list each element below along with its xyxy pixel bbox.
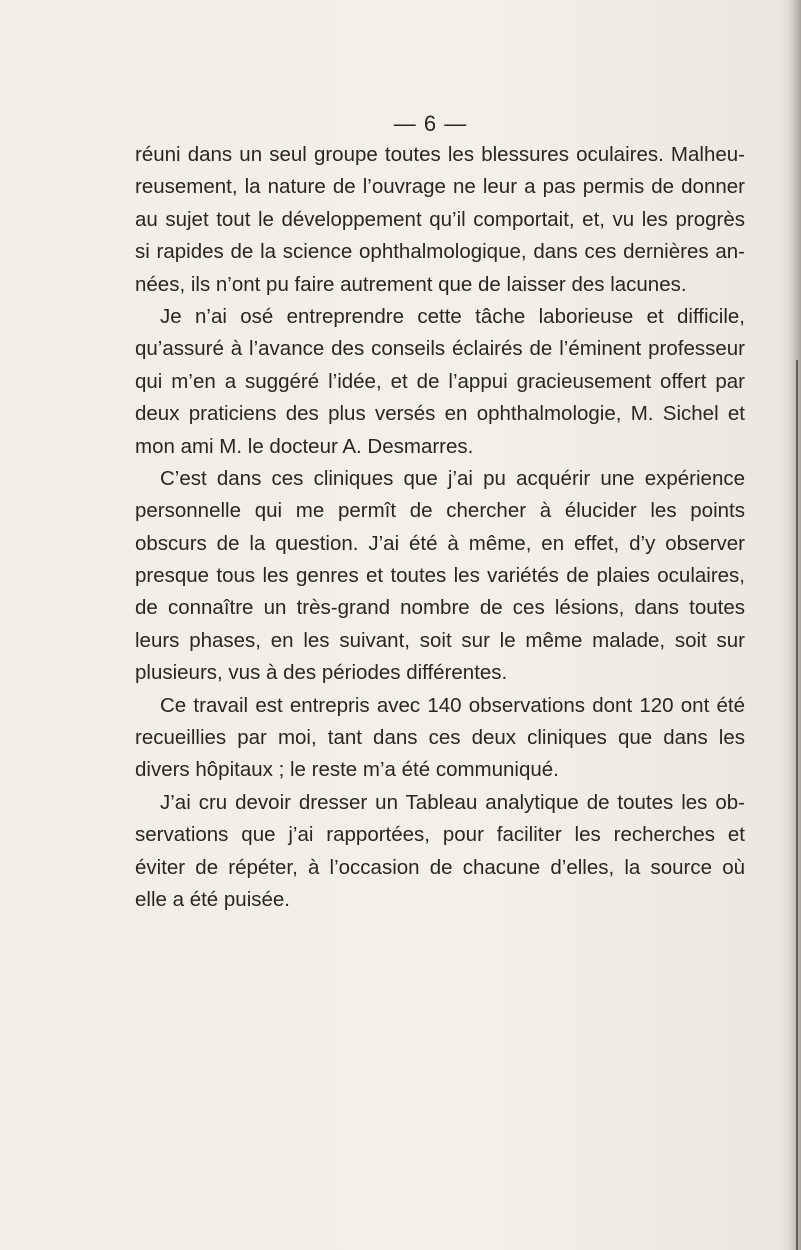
text-line: éviter de répéter, à l’occasion de chacune d’elles, la source où xyxy=(135,855,745,879)
text-line: personnelle qui me permît de chercher à élucider les points xyxy=(135,499,745,523)
body-text xyxy=(135,139,745,916)
text-line: deux praticiens des plus versés en ophthalmologie, M. Sichel et xyxy=(135,402,745,426)
binding-line xyxy=(796,360,798,1250)
text-line: leurs phases, en les suivant, soit sur le même malade, soit sur xyxy=(135,628,745,652)
text-line: au sujet tout le développement qu’il comportait, et, vu les progrès xyxy=(135,207,745,231)
text-line: reusement, la nature de l’ouvrage ne leur a pas permis de donner xyxy=(135,175,745,199)
text-line: plusieurs, vus à des périodes différentes. xyxy=(135,661,508,685)
text-line: obscurs de la question. J’ai été à même, en effet, d’y observer xyxy=(135,531,745,555)
text-line: presque tous les genres et toutes les variétés de plaies oculaires, xyxy=(135,564,745,588)
text-line: recueillies par moi, tant dans ces deux cliniques que dans les xyxy=(135,726,745,750)
text-line: C’est dans ces cliniques que j’ai pu acquérir une expérience xyxy=(160,466,745,490)
text-line: qu’assuré à l’avance des conseils éclairés de l’éminent professeur xyxy=(135,337,745,361)
text-line: Ce travail est entrepris avec 140 observations dont 120 ont été xyxy=(160,693,745,717)
text-line: J’ai cru devoir dresser un Tableau analytique de toutes les ob- xyxy=(160,790,745,814)
page-number: — 6 — xyxy=(393,111,468,136)
page-edge-shadow xyxy=(787,0,801,1250)
text-line: mon ami M. le docteur A. Desmarres. xyxy=(135,434,474,458)
text-line: réuni dans un seul groupe toutes les blessures oculaires. Malheu- xyxy=(135,143,745,166)
text-line: servations que j’ai rapportées, pour faciliter les recherches et xyxy=(135,823,745,847)
text-line: Je n’ai osé entreprendre cette tâche laborieuse et difficile, xyxy=(160,304,745,328)
text-line: qui m’en a suggéré l’idée, et de l’appui gracieusement offert par xyxy=(135,369,745,393)
text-line: de connaître un très-grand nombre de ces lésions, dans toutes xyxy=(135,596,745,620)
text-line: divers hôpitaux ; le reste m’a été communiqué. xyxy=(135,758,559,782)
text-line: elle a été puisée. xyxy=(135,887,291,911)
text-line: si rapides de la science ophthalmologique, dans ces dernières an- xyxy=(135,240,745,264)
text-line: nées, ils n’ont pu faire autrement que de laisser des lacunes. xyxy=(135,272,687,296)
